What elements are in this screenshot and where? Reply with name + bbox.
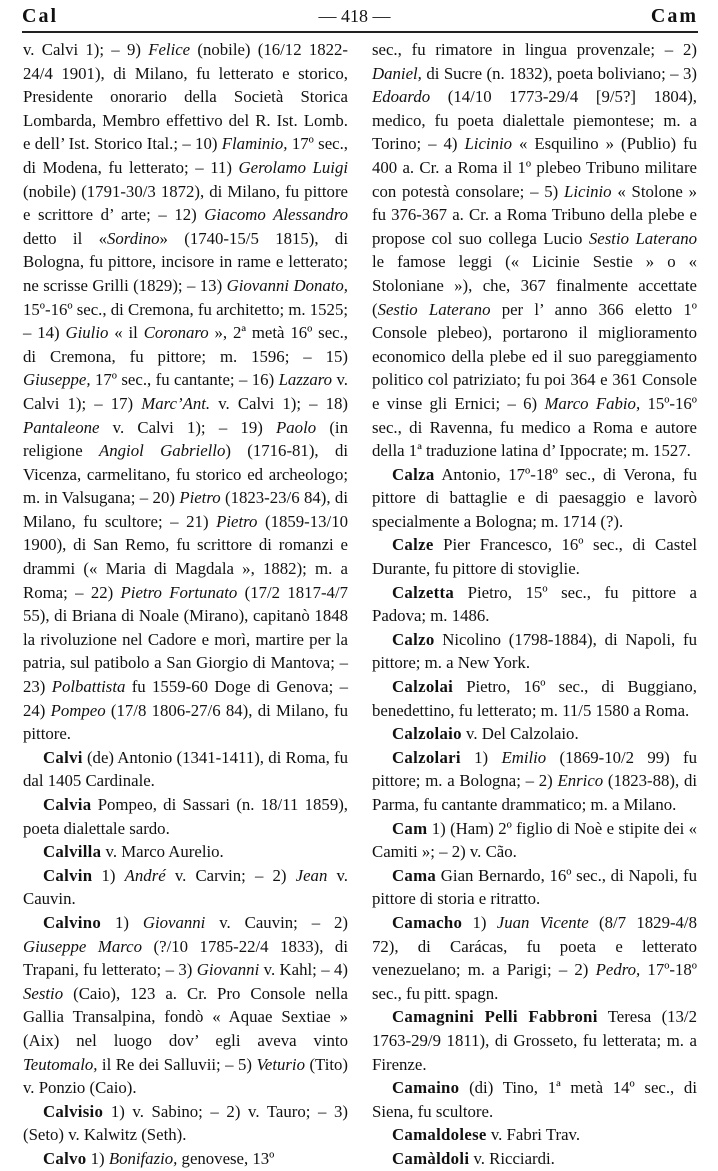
entry-text: 1) v. Sabino; – 2) v. Tauro; – 3) (Seto) v. Kalwitz (Seth). <box>23 1101 348 1145</box>
entry-text: le famose leggi (« Licinie Sestie » o « Stoloniane »), che, 367 finalmente accettate ( <box>372 252 697 319</box>
dictionary-entry <box>372 581 697 628</box>
entry-text: 17º sec., fu cantante; – 16) <box>90 370 279 390</box>
italic-name: Gerolamo Luigi <box>238 157 349 177</box>
entry-text: Nicolino (1798-1884), di Napoli, fu pittore; m. a New York. <box>372 629 697 673</box>
entry-text: (1869-10/2 99) fu pittore; m. a Bologna; – 2) <box>372 747 698 791</box>
italic-name: Emilio <box>501 747 547 767</box>
page-number: — 418 — <box>318 5 391 26</box>
entry-text: (de) Antonio (1341-1411), di Roma, fu dal 1405 Cardinale. <box>23 747 348 791</box>
entry-headword: Calvin <box>43 865 93 885</box>
italic-name: Teutomalo, <box>23 1054 98 1074</box>
italic-name: Juan Vicente <box>496 912 589 932</box>
entry-text: (di) Tino, 1ª metà 14º sec., di Siena, fu scultore. <box>372 1078 697 1121</box>
entry-text: 1) <box>462 912 497 932</box>
italic-name: Flaminio, <box>221 134 288 154</box>
italic-name: Giulio <box>65 323 109 343</box>
italic-name: Bonifazio, <box>108 1148 178 1168</box>
entry-text: 1) <box>460 747 502 767</box>
entry-text: v. Del Calzolaio. <box>461 724 579 744</box>
italic-name: Marc’Ant. <box>141 393 211 413</box>
italic-name: André <box>124 865 166 885</box>
dictionary-entry <box>372 533 697 580</box>
entry-headword: Camàldoli <box>392 1148 470 1168</box>
italic-name: Sestio Laterano <box>588 228 697 248</box>
dictionary-entry <box>23 1147 348 1171</box>
italic-name: Pedro, <box>595 960 641 980</box>
entry-text: 15º-16º sec., di Ravenna, fu medico a Roma e autore della 1ª traduzione latina d’ Ippocrate; m. 1527. <box>372 393 697 461</box>
entry-text: Gian Bernardo, 16º sec., di Napoli, fu pittore di storia e ritratto. <box>372 865 697 909</box>
entry-headword: Camaino <box>392 1078 460 1098</box>
italic-name: Sordino <box>107 228 160 248</box>
entry-headword: Calvia <box>43 795 92 814</box>
italic-name: Giacomo Alessandro <box>204 205 348 225</box>
italic-name: Giovanni <box>196 960 260 980</box>
italic-name: Daniel, <box>372 63 422 83</box>
italic-name: Marco Fabio, <box>544 393 641 413</box>
entry-headword: Calzetta <box>392 582 455 602</box>
dictionary-entry <box>23 911 348 1100</box>
entry-text: 1) (Ham) 2º figlio di Noè e stipite dei « Camiti »; – 2) v. Cão. <box>372 818 697 862</box>
entry-text: 1) <box>92 865 125 885</box>
italic-name: Giovanni <box>142 912 206 932</box>
entry-text: (8/7 1829-4/8 72), di Carácas, fu poeta e letterato venezuelano; m. a Parigi; – 2) <box>372 912 697 980</box>
entry-text: v. Cauvin; – 2) <box>205 912 348 932</box>
dictionary-entry <box>372 817 697 864</box>
dictionary-entry <box>372 722 697 746</box>
italic-name: Polbattista <box>51 677 126 697</box>
entry-text: Pietro, 16º sec., di Buggiano, benedettino, fu letterato; m. 11/5 1580 a Roma. <box>372 677 697 720</box>
italic-name: Felice <box>148 40 191 59</box>
entry-text: per l’ anno 366 eletto 1º Console plebeo), portarono il miglioramento economico della plebe ed il suo pareggiamento politico col patriziato; fu poi 364 e 361 Console e vinse gli Ernici; – 6) <box>372 299 698 413</box>
entry-text: ) (1716-81), di Vicenza, carmelitano, fu storico ed archeologo; m. in Valsugana; – 20) <box>23 441 348 508</box>
italic-name: Enrico <box>557 771 604 791</box>
entry-text: 1) <box>86 1148 109 1168</box>
entry-text: detto il « <box>23 228 107 248</box>
dictionary-entry <box>372 864 697 911</box>
italic-name: Lazzaro <box>278 370 333 390</box>
entry-text: v. Cauvin. <box>23 865 348 909</box>
dictionary-entry <box>372 746 697 817</box>
entry-headword: Camagnini Pelli Fabbroni <box>392 1007 598 1027</box>
entry-text: » (1740-15/5 1815), di Bologna, fu pittore, incisore in rame e letterato; ne scrisse Grilli (1829); – 13) <box>23 228 348 295</box>
entry-text: (?/10 1785-22/4 1833), di Trapani, fu letterato; – 3) <box>23 936 348 980</box>
entry-text: (Caio), 123 a. Cr. Pro Console nella Gallia Transalpina, fondò « Aquae Sextiae » (Aix) nel luogo dov’ egli aveva vinto <box>23 983 348 1050</box>
entry-text: (17/8 1806-27/6 84), di Milano, fu pittore. <box>23 700 348 744</box>
italic-name: Sestio <box>23 983 64 1003</box>
entry-text: 17º-18º sec., fu pitt. spagn. <box>372 960 697 1003</box>
header-left-word: Cal <box>22 4 58 27</box>
entry-text: genovese, 13º <box>177 1148 275 1168</box>
dictionary-entry <box>23 793 348 840</box>
entry-headword: Calzo <box>392 629 435 649</box>
dictionary-entry <box>23 746 348 793</box>
italic-name: Jean <box>295 865 328 885</box>
entry-text: v. Calvi 1); – 17) <box>23 370 348 413</box>
entry-headword: Calvisio <box>43 1101 104 1121</box>
entry-continuation <box>23 38 348 746</box>
italic-name: Pompeo <box>50 700 106 720</box>
entry-headword: Calzolaio <box>392 724 462 744</box>
italic-name: Edoardo <box>372 87 431 107</box>
entry-text: v. Calvi 1); – 18) <box>210 393 349 413</box>
italic-name: Paolo <box>276 417 317 437</box>
dictionary-entry <box>372 1005 697 1076</box>
dictionary-entry <box>372 463 697 534</box>
entry-text: (1859-13/10 1900), di San Remo, fu scrittore di romanzi e drammi (« Maria di Magdala », 1882); m. a Roma; – 22) <box>23 511 349 602</box>
entry-text: Pietro, 15º sec., fu pittore a Padova; m. 1486. <box>372 582 697 626</box>
entry-text: di Sucre (n. 1832), poeta boliviano; – 3) <box>421 63 697 83</box>
entry-text: « il <box>108 323 144 343</box>
right-column <box>372 38 698 1168</box>
dictionary-entry <box>372 911 697 1005</box>
entry-text: 17º sec., di Modena, fu letterato; – 11) <box>23 134 348 177</box>
entry-headword: Calvi <box>43 747 83 767</box>
italic-name: Sestio Laterano <box>377 299 491 319</box>
entry-text: (1823-88), di Parma, fu cantante drammatico; m. a Milano. <box>372 771 698 814</box>
entry-text: v. Kahl; – 4) <box>259 960 348 980</box>
entry-headword: Camacho <box>392 912 463 932</box>
entry-text: il Re dei Salluvii; – 5) <box>97 1054 257 1074</box>
dictionary-entry <box>23 840 348 864</box>
entry-text: (Tito) v. Ponzio (Caio). <box>23 1054 348 1098</box>
entry-text: fu 1559-60 Doge di Genova; – 24) <box>23 677 348 720</box>
dictionary-entry <box>23 864 348 911</box>
dictionary-entry <box>372 1076 697 1123</box>
entry-text: v. Ricciardi. <box>469 1148 555 1168</box>
left-column <box>23 38 349 1168</box>
entry-text: Pier Francesco, 16º sec., di Castel Durante, fu pittore di stoviglie. <box>372 535 697 579</box>
italic-name: Giuseppe Marco <box>23 936 143 956</box>
entry-text: v. Carvin; – 2) <box>165 865 296 885</box>
entry-text: sec., fu rimatore in lingua provenzale; – 2) <box>372 40 697 59</box>
entry-headword: Calzolari <box>392 747 461 767</box>
entry-headword: Cam <box>392 818 428 838</box>
italic-name: Licinio <box>564 181 612 201</box>
entry-text: (17/2 1817-4/7 55), di Briana di Noale (Mirano), capitanò 1848 la rivoluzione nel Cadore e morì, martire per la patria, sul patibolo a San Giorgio di Mantova; – 23) <box>23 582 348 697</box>
header-right-word: Cam <box>650 4 698 27</box>
entry-text: « Stolone » fu 376-367 a. Cr. a Roma Tribuno della plebe e propose col suo collega Lucio <box>372 181 697 248</box>
entry-continuation <box>372 38 697 463</box>
italic-name: Giuseppe, <box>23 370 91 390</box>
dictionary-entry <box>372 1123 697 1147</box>
entry-text: (nobile) (16/12 1822-24/4 1901), di Milano, fu letterato e storico, Presidente onorario della Società Storica Lombarda, Membro effettivo del R. Ist. Lomb. e dell’ Ist. Storico Ital.; – 10) <box>23 40 349 154</box>
entry-headword: Camaldolese <box>392 1125 487 1145</box>
entry-text: « Esquilino » (Publio) fu 400 a. Cr. a Roma il 1º plebeo Tribuno militare con potestà consolare; – 5) <box>372 134 698 201</box>
entry-headword: Calvino <box>43 912 102 932</box>
dictionary-entry <box>372 628 697 675</box>
entry-headword: Calza <box>392 464 435 484</box>
italic-name: Pantaleone <box>23 417 100 437</box>
entry-text: 1) <box>101 912 143 932</box>
header-rule <box>22 31 698 33</box>
italic-name: Pietro Fortunato <box>120 582 238 602</box>
italic-name: Giovanni Donato, <box>226 275 348 295</box>
entry-text: 15º-16º sec., di Cremona, fu architetto; m. 1525; – 14) <box>23 299 348 343</box>
entry-headword: Calze <box>392 535 434 555</box>
entry-text: v. Calvi 1); – 19) <box>99 417 277 437</box>
italic-name: Coronaro <box>143 323 209 343</box>
entry-text: v. Fabri Trav. <box>486 1125 581 1145</box>
italic-name: Pietro <box>179 488 221 508</box>
dictionary-entry <box>23 1100 348 1147</box>
italic-name: Angiol Gabriello <box>99 441 226 461</box>
entry-text: Pompeo, di Sassari (n. 18/11 1859), poeta dialettale sardo. <box>23 795 348 838</box>
italic-name: Veturio <box>256 1054 305 1074</box>
entry-text: (14/10 1773-29/4 [9/5?] 1804), medico, fu poeta dialettale piemontese; m. a Torino; – 4) <box>372 87 697 154</box>
entry-text: (nobile) (1791-30/3 1872), di Milano, fu pittore e scrittore d’ arte; – 12) <box>23 181 348 225</box>
italic-name: Licinio <box>464 134 513 154</box>
entry-headword: Calvilla <box>43 842 102 862</box>
dictionary-entry <box>372 1147 697 1171</box>
entry-text: (1823-23/6 84), di Milano, fu scultore; – 21) <box>23 488 348 531</box>
running-header <box>22 3 698 29</box>
italic-name: Pietro <box>216 511 258 531</box>
entry-text: », 2ª metà 16º sec., di Cremona, fu pittore; m. 1596; – 15) <box>23 323 349 366</box>
entry-text: Antonio, 17º-18º sec., di Verona, fu pittore di battaglie e di paesaggio e lavorò specialmente a Bologna; m. 1714 (?). <box>372 464 697 531</box>
entry-text: Teresa (13/2 1763-29/9 1811), di Grosseto, fu letterata; m. a Firenze. <box>372 1007 697 1074</box>
entry-text: v. Calvi 1); – 9) <box>23 40 149 59</box>
dictionary-entry <box>372 675 697 722</box>
entry-text: (in religione <box>23 417 348 461</box>
entry-headword: Cama <box>392 865 437 885</box>
entry-text: v. Marco Aurelio. <box>101 842 224 862</box>
entry-headword: Calzolai <box>392 677 454 697</box>
entry-headword: Calvo <box>43 1148 87 1168</box>
